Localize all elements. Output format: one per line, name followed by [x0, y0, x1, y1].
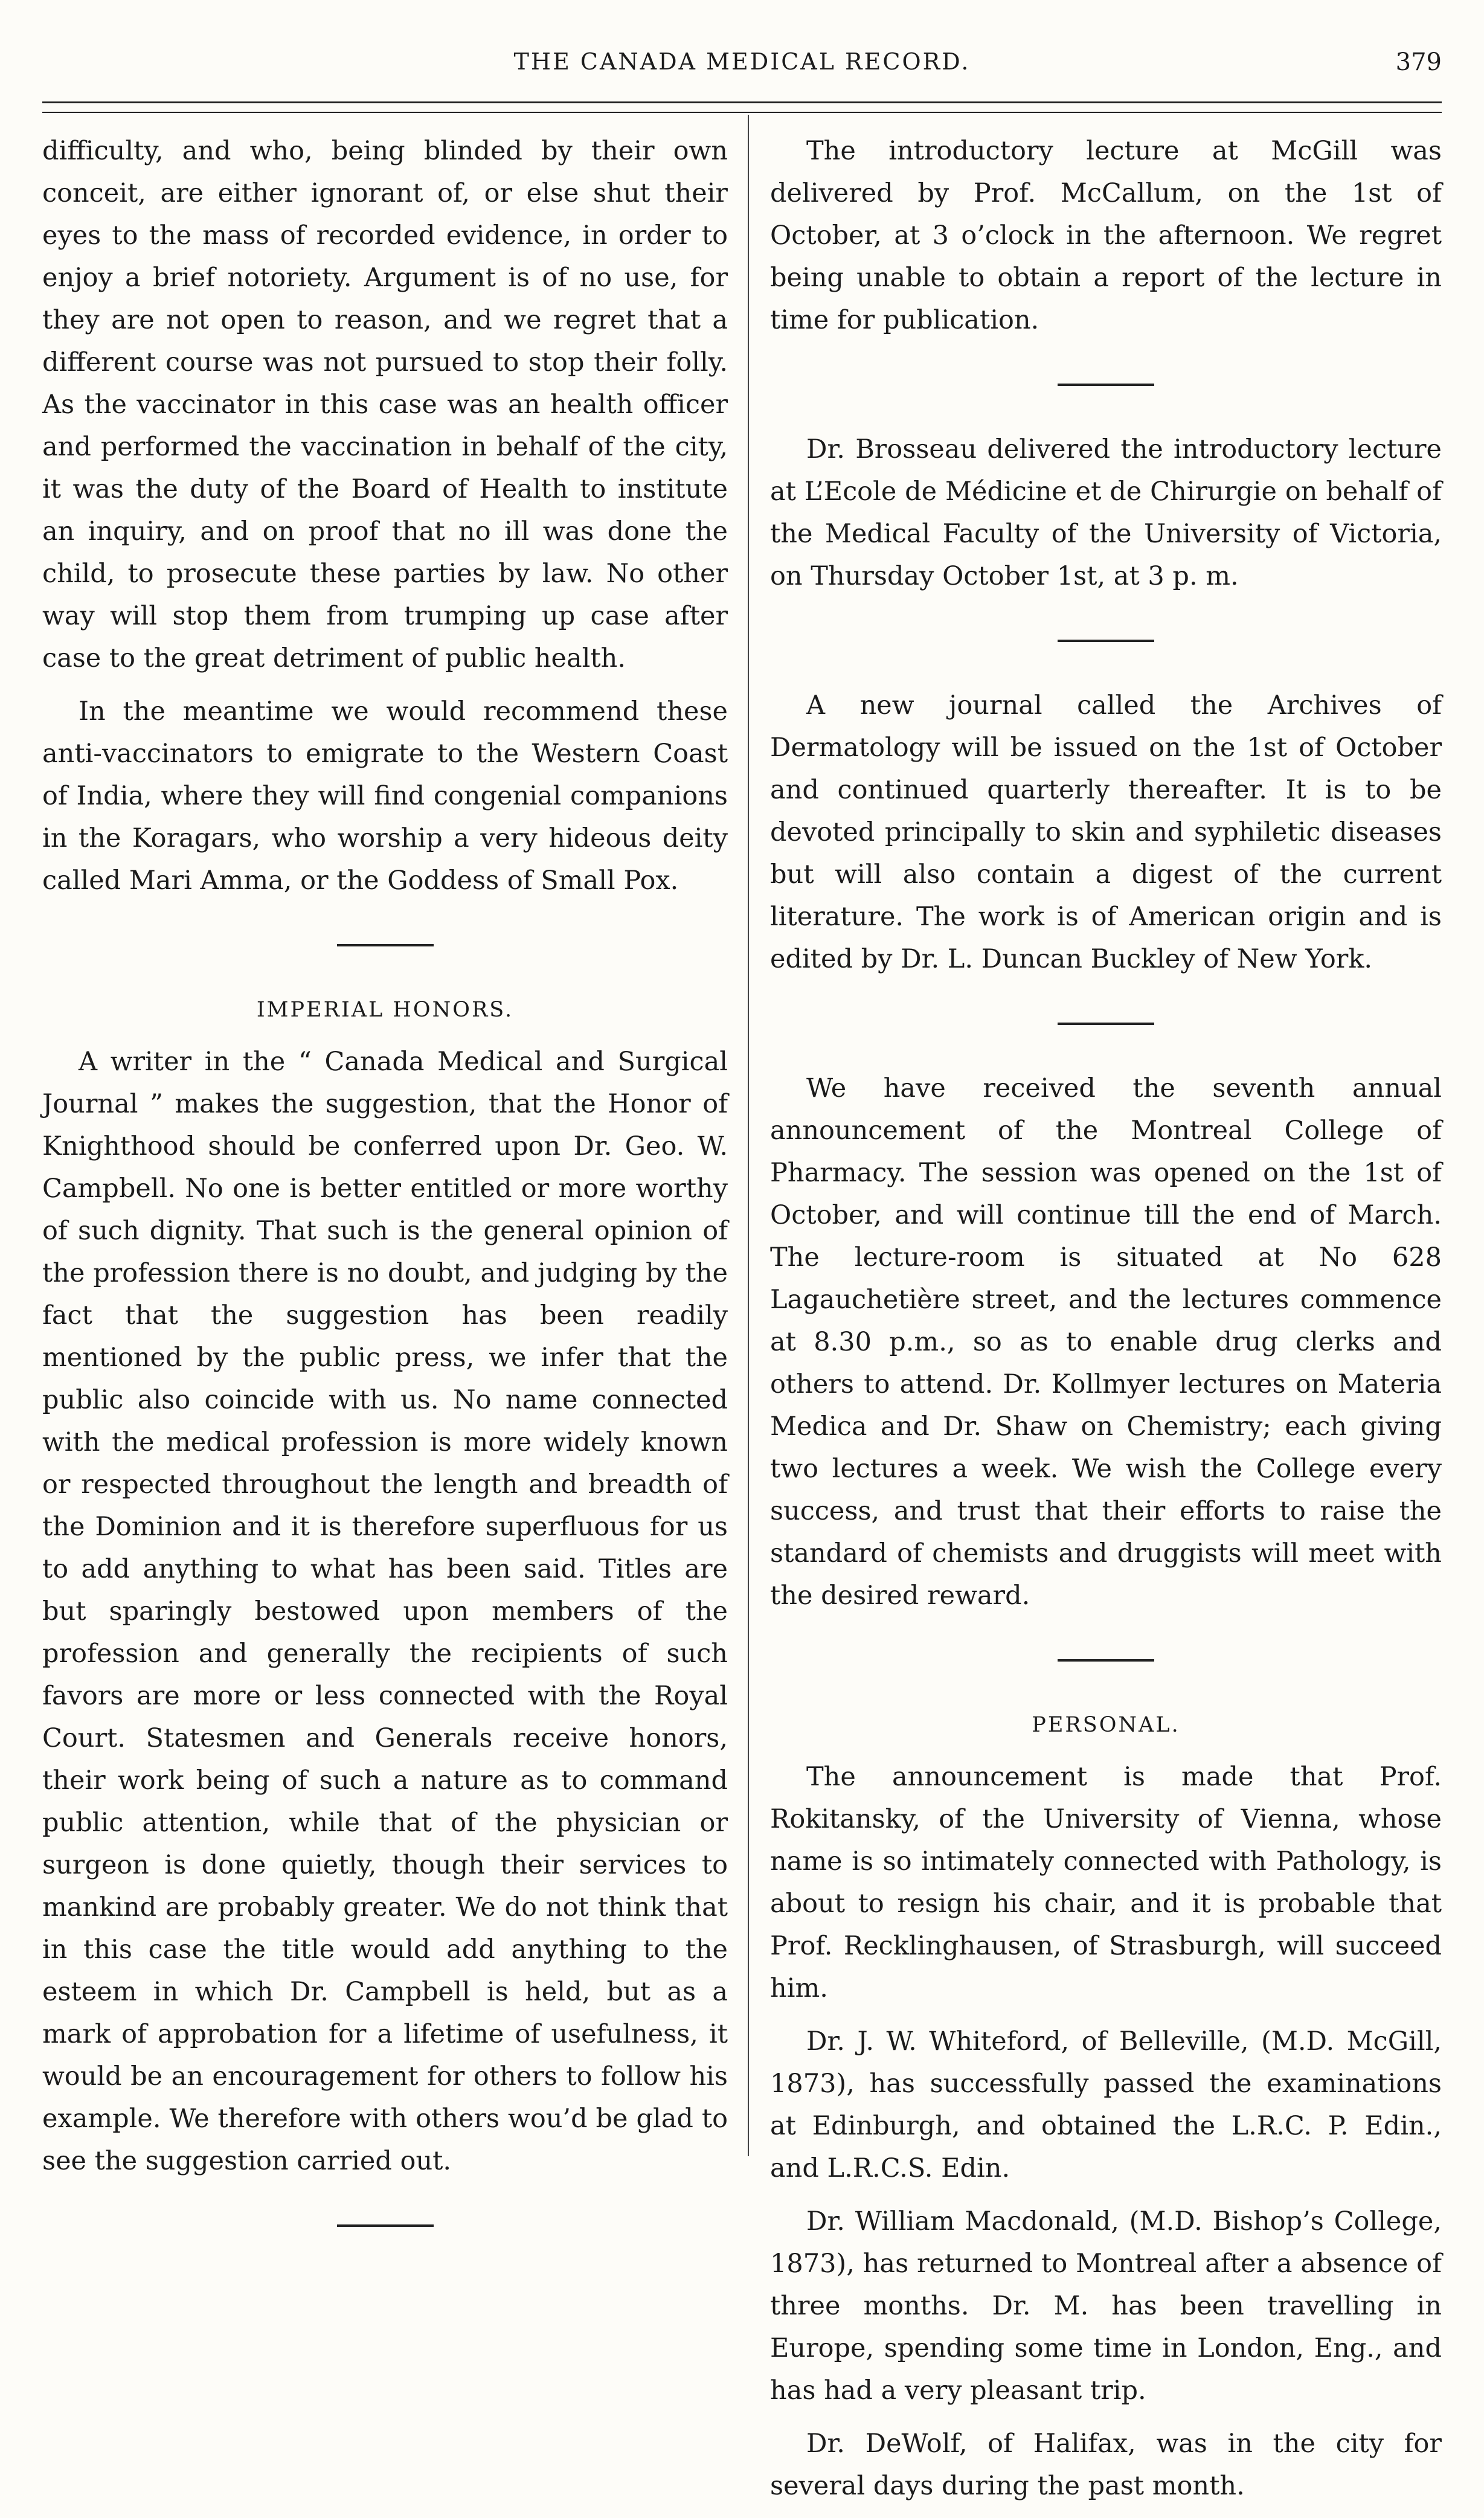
anti-vaccinators-paragraph: In the meantime we would recommend these anti-vaccinators to emigrate to the Western Coast of India, where they will find congenial companions in the Koragars, who worship a very hideous deity called Mari Amma, or the Goddess of Small Pox.	[42, 696, 728, 896]
header-double-rule	[42, 101, 1442, 113]
running-head: THE CANADA MEDICAL RECORD.	[513, 48, 971, 75]
notice-divider	[1058, 1659, 1154, 1662]
personal-paragraph: Dr. J. W. Whiteford, of Belleville, (M.D. McGill, 1873), has successfully passed the examinations at Edinburgh, and obtained the L.R.C. P. Edin., and L.R.C.S. Edin.	[770, 2026, 1442, 2183]
column-divider	[748, 115, 749, 2156]
page-number: 379	[1395, 48, 1442, 76]
personal-heading: PERSONAL.	[1032, 1713, 1180, 1737]
mcgill-lecture-notice: The introductory lecture at McGill was delivered by Prof. McCallum, on the 1st of October, at 3 o’clock in the afternoon. We regret being unable to obtain a report of the lecture in time for publication.	[770, 136, 1442, 335]
continued-paragraph: difficulty, and who, being blinded by their own conceit, are either ignorant of, or else shut their eyes to the mass of recorded evidence, in order to enjoy a brief notoriety. Argument is of no use, for they are not open to reason, and we regret that a different course was not pursued to stop their folly. As the vaccinator in this case was an health officer and performed the vaccination in behalf of the city, it was the duty of the Board of Health to institute an inquiry, and on proof that no ill was done the child, to prosecute these parties by law. No other way will stop them from trumping up case after case to the great detriment of public health.	[42, 136, 728, 673]
personal-paragraph: The announcement is made that Prof. Rokitansky, of the University of Vienna, whose name is so intimately connected with Pathology, is about to resign his chair, and it is probable that Prof. Recklinghausen, of Strasburgh, will succeed him.	[770, 1762, 1442, 2003]
brosseau-lecture-notice: Dr. Brosseau delivered the introductory lecture at L’Ecole de Médicine et de Chirurgie on behalf of the Medical Faculty of the University of Victoria, on Thursday October 1st, at 3 p. m.	[770, 434, 1442, 591]
archives-dermatology-notice: A new journal called the Archives of Dermatology will be issued on the 1st of October and continued quarterly thereafter. It is to be devoted principally to skin and syphiletic diseases but will also contain a digest of the current literature. The work is of American origin and is edited by Dr. L. Duncan Buckley of New York.	[770, 690, 1442, 974]
personal-paragraph: Dr. William Macdonald, (M.D. Bishop’s College, 1873), has returned to Montreal after a absence of three months. Dr. M. has been travelling in Europe, spending some time in London, Eng., and has had a very pleasant trip.	[770, 2206, 1442, 2406]
notice-divider	[1058, 640, 1154, 642]
imperial-honors-paragraph: A writer in the “ Canada Medical and Surgical Journal ” makes the suggestion, that the Honor of Knighthood should be conferred upon Dr. Geo. W. Campbell. No one is better entitled or more worthy of such dignity. That such is the general opinion of the profession there is no doubt, and judging by the fact that the suggestion has been readily mentioned by the public press, we infer that the public also coincide with us. No name connected with the medical profession is more widely known or respected throughout the length and breadth of the Dominion and it is therefore superfluous for us to add anything to what has been said. Titles are but sparingly bestowed upon members of the profession and generally the recipients of such favors are more or less connected with the Royal Court. Statesmen and Generals receive honors, their work being of such a nature as to command public attention, while that of the physician or surgeon is done quietly, though their services to mankind are probably greater. We do not think that in this case the title would add anything to the esteem in which Dr. Campbell is held, but as a mark of approbation for a lifetime of usefulness, it would be an encouragement for others to follow his example. We therefore with others wou’d be glad to see the suggestion carried out.	[42, 1047, 728, 2176]
right-column	[770, 130, 1442, 2518]
notice-divider	[1058, 1023, 1154, 1025]
college-pharmacy-notice: We have received the seventh annual announcement of the Montreal College of Pharmacy. The session was opened on the 1st of October, and will continue till the end of March. The lecture-room is situated at No 628 Lagauchetière street, and the lectures commence at 8.30 p.m., so as to enable drug clerks and others to attend. Dr. Kollmyer lectures on Materia Medica and Dr. Shaw on Chemistry; each giving two lectures a week. We wish the College every success, and trust that their efforts to raise the standard of chemists and druggists will meet with the desired reward.	[770, 1073, 1442, 1611]
left-column	[42, 130, 728, 2269]
page-header	[42, 48, 1442, 91]
section-divider	[337, 944, 434, 946]
imperial-honors-heading: IMPERIAL HONORS.	[256, 998, 514, 1022]
section-divider	[337, 2224, 434, 2227]
notice-divider	[1058, 384, 1154, 386]
personal-paragraph: Dr. DeWolf, of Halifax, was in the city for several days during the past month.	[770, 2429, 1442, 2501]
